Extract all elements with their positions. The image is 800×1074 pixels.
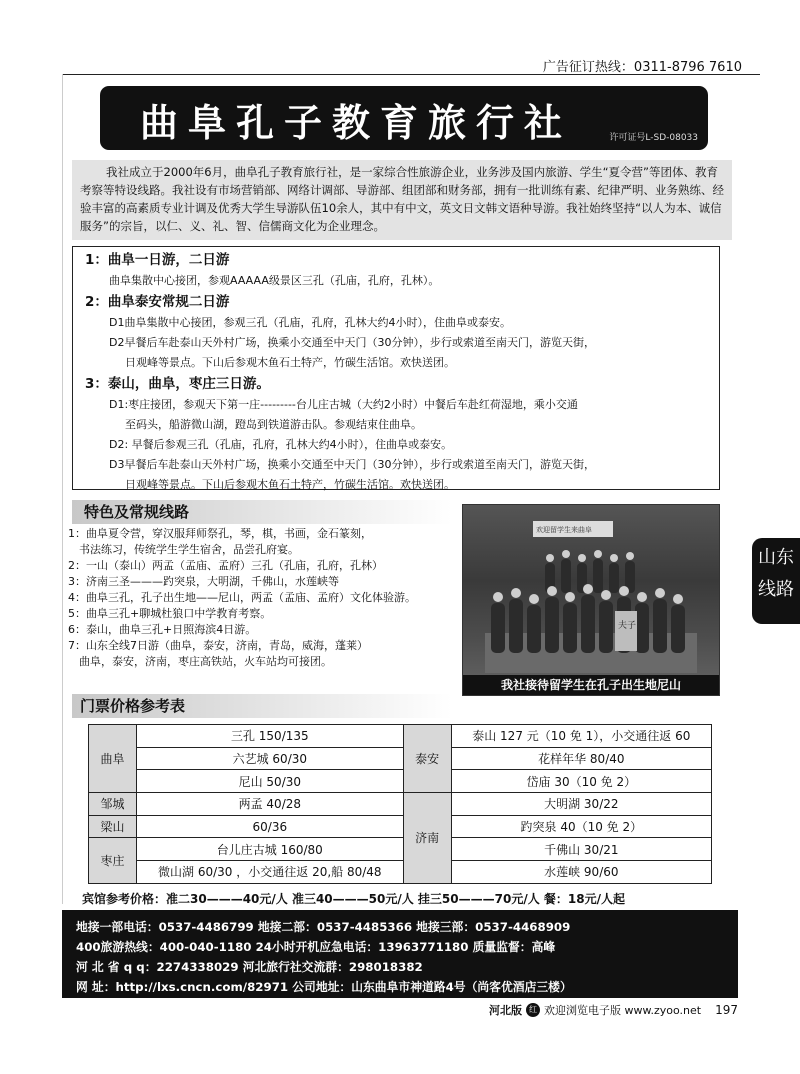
price-cell: 两孟 40/28 (137, 793, 404, 816)
table-row (89, 770, 712, 793)
license-number: 许可证号L-SD-08033 (609, 133, 698, 143)
svg-text:欢迎留学生来曲阜: 欢迎留学生来曲阜 (536, 526, 592, 534)
tour-title: 2：曲阜泰安常规二日游 (85, 294, 230, 310)
tour-title: 3：泰山，曲阜，枣庄三日游。 (85, 376, 270, 392)
price-cell: 台儿庄古城 160/80 (137, 838, 404, 861)
price-cell: 尼山 50/30 (137, 770, 404, 793)
price-cell: 60/36 (137, 815, 404, 838)
page-footer (489, 1002, 738, 1018)
group-figures (485, 533, 697, 673)
table-row (89, 838, 712, 861)
contact-row: 400旅游热线：400-040-1180 24小时开机应急电话：13963771180 质量监督：高峰 (76, 940, 556, 954)
price-cell: 岱庙 30（10 免 2） (451, 770, 711, 793)
intro-paragraph: 我社成立于2000年6月，曲阜孔子教育旅行社，是一家综合性旅游企业，业务涉及国内旅游、学生“夏令营”等团体、教育考察等特设线路。我社设有市场营销部、网络计调部、导游部、组团部和财务部，拥有一批训练有素、纪律严明、业务熟练、经验丰富的高素质专业计调及优秀大学生导游队伍10余人，其中有中文，英文日文韩文语种导游。我社始终坚持“以人为本、诚信服务”的宗旨，以仁、义、礼、智、信儒商文化为企业理念。 (72, 160, 732, 240)
section-tab-line1: 山东 (758, 547, 794, 568)
photo-caption: 我社接待留学生在孔子出生地尼山 (463, 675, 719, 695)
table-row (89, 747, 712, 770)
ad-hotline: 广告征订热线：0311-8796 7610 (542, 60, 742, 75)
price-cell: 泰山 127 元（10 免 1），小交通往返 60 (451, 725, 711, 748)
table-row (89, 861, 712, 884)
city-cell: 曲阜 (89, 725, 137, 793)
price-cell: 六艺城 60/30 (137, 747, 404, 770)
section-tab-line2: 线路 (758, 579, 794, 600)
tour-line: 日观峰等景点。下山后参观木鱼石土特产，竹碳生活馆。欢快送团。 (125, 356, 455, 369)
tour-list (72, 246, 720, 490)
features-heading: 特色及常规线路 (72, 500, 452, 524)
ticket-heading: 门票价格参考表 (72, 694, 452, 718)
city-cell: 邹城 (89, 793, 137, 816)
hotel-prices: 宾馆参考价格：准二30———40元/人 准三40———50元/人 挂三50———70元/人 餐：18元/人起 (82, 892, 625, 906)
tour-line: 曲阜集散中心接团，参观AAAAA级景区三孔（孔庙，孔府，孔林）。 (109, 274, 440, 287)
page-frame (62, 74, 63, 904)
price-cell: 大明湖 30/22 (451, 793, 711, 816)
price-cell: 趵突泉 40（10 免 2） (451, 815, 711, 838)
feature-item: 书法练习，传统学生学生宿舍，品尝孔府宴。 (68, 543, 299, 556)
contact-row: 网 址：http://lxs.cncn.com/82971 公司地址：山东曲阜市神道路4号（尚客优酒店三楼） (76, 980, 572, 994)
price-cell: 微山湖 60/30 ，小交通往返 20,船 80/48 (137, 861, 404, 884)
top-rule (62, 74, 760, 75)
price-cell: 千佛山 30/21 (451, 838, 711, 861)
tour-line: D1:枣庄接团，参观天下第一庄---------台儿庄古城（大约2小时）中餐后车赴红荷湿地，乘小交通 (109, 398, 578, 411)
city-cell: 枣庄 (89, 838, 137, 883)
city-cell: 梁山 (89, 815, 137, 838)
slogan-link[interactable]: 欢迎浏览电子版 www.zyoo.net (544, 1004, 702, 1017)
section-tab (752, 538, 800, 624)
feature-item: 5：曲阜三孔+聊城杜狼口中学教育考察。 (68, 607, 272, 620)
tour-line: D3早餐后车赴泰山天外村广场，换乘小交通至中天门（30分钟），步行或索道至南天门，游览天街， (109, 458, 595, 471)
table-row (89, 815, 712, 838)
agency-title: 曲阜孔子教育旅行社 (140, 100, 573, 145)
ticket-price-table (88, 724, 712, 884)
feature-item: 曲阜，泰安，济南，枣庄高铁站，火车站均可接团。 (68, 655, 332, 668)
group-photo (462, 504, 720, 696)
feature-item: 6：泰山，曲阜三孔+日照海滨4日游。 (68, 623, 257, 636)
tour-line: D1曲阜集散中心接团，参观三孔（孔庙，孔府，孔林大约4小时），住曲阜或泰安。 (109, 316, 511, 329)
contact-row: 地接一部电话：0537-4486799 地接二部：0537-4485366 地接三部：0537-4468909 (76, 920, 571, 934)
city-cell: 泰安 (403, 725, 451, 793)
contact-block (62, 910, 738, 998)
stele-text: 夫子 (618, 621, 637, 631)
tour-title: 1：曲阜一日游，二日游 (85, 252, 230, 268)
table-row (89, 793, 712, 816)
feature-item: 7：山东全线7日游（曲阜，泰安，济南，青岛，威海，蓬莱） (68, 639, 368, 652)
welcome-banner (533, 521, 613, 537)
feature-item: 2：一山（泰山）两孟（孟庙、孟府）三孔（孔庙，孔府，孔林） (68, 559, 383, 572)
tour-line: D2: 早餐后参观三孔（孔庙，孔府，孔林大约4小时），住曲阜或泰安。 (109, 438, 453, 451)
table-row (89, 725, 712, 748)
price-cell: 花样年华 80/40 (451, 747, 711, 770)
price-cell: 水莲峡 90/60 (451, 861, 711, 884)
feature-item: 1：曲阜夏令营，穿汉服拜师祭孔，琴，棋，书画，金石篆刻， (68, 527, 372, 540)
edition-badge-icon: 红 (526, 1003, 540, 1017)
feature-item: 3：济南三圣———趵突泉，大明湖，千佛山，水莲峡等 (68, 575, 339, 588)
contact-row: 河 北 省 q q：2274338029 河北旅行社交流群：298018382 (76, 960, 423, 974)
tour-line: 日观峰等景点。下山后参观木鱼石土特产，竹碳生活馆。欢快送团。 (125, 478, 455, 491)
page-number: 197 (715, 1003, 738, 1017)
city-cell: 济南 (403, 793, 451, 884)
edition-label: 河北版 (489, 1004, 523, 1017)
tour-line: 至码头，船游微山湖，蹬岛到铁道游击队。参观结束住曲阜。 (125, 418, 422, 431)
welcome-banner-text (533, 521, 613, 537)
tour-line: D2早餐后车赴泰山天外村广场，换乘小交通至中天门（30分钟），步行或索道至南天门，游览天街， (109, 336, 595, 349)
feature-item: 4：曲阜三孔，孔子出生地——尼山，两孟（孟庙、孟府）文化体验游。 (68, 591, 416, 604)
agency-banner (100, 86, 708, 150)
price-cell: 三孔 150/135 (137, 725, 404, 748)
features-list (68, 526, 468, 670)
